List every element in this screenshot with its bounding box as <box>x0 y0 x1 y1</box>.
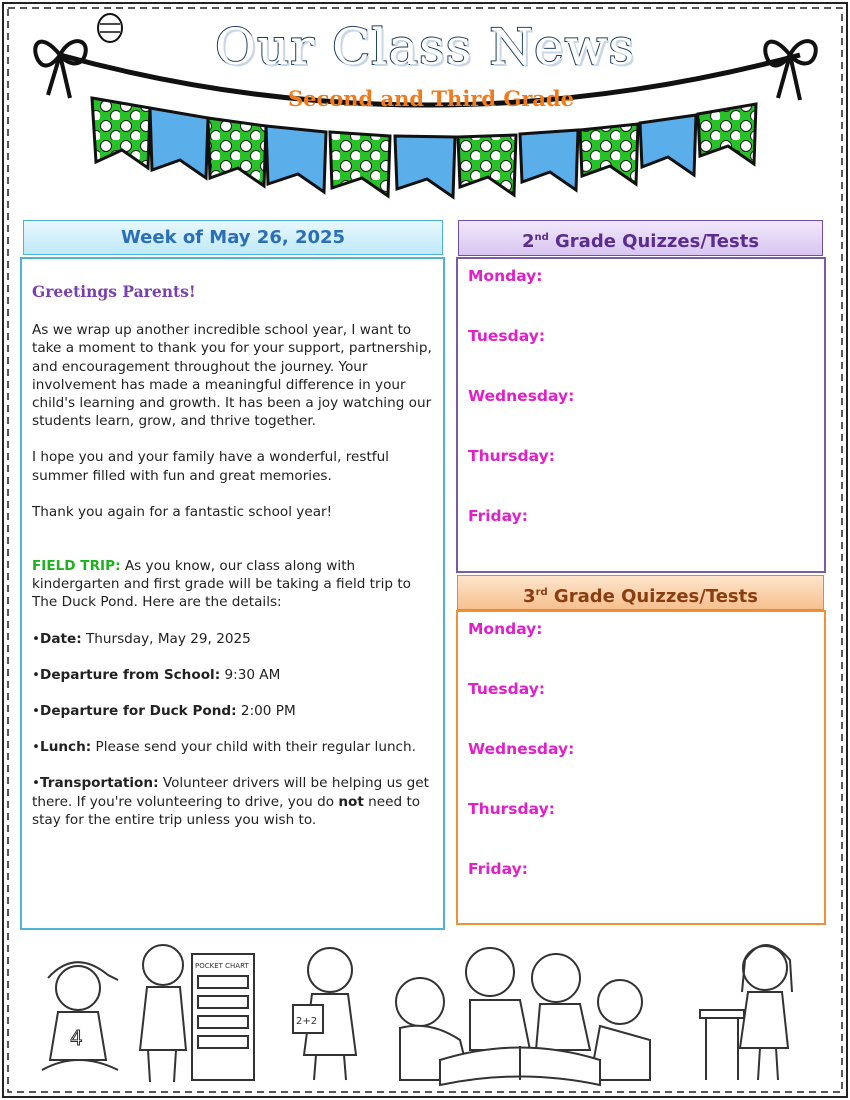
letter-paragraph-2: I hope you and your family have a wonderful, restful summer filled with fun and great memories. <box>32 449 389 484</box>
grade2-day-friday: Friday: <box>468 507 528 525</box>
svg-text:POCKET CHART: POCKET CHART <box>195 962 249 970</box>
grade3-day-friday: Friday: <box>468 860 528 878</box>
pocket-chart-icon <box>192 954 254 1080</box>
kid-standing-icon <box>140 945 186 1082</box>
field-trip-intro <box>32 557 433 612</box>
grade2-day-tuesday: Tuesday: <box>468 327 546 345</box>
detail-departure-school: •Departure from School: 9:30 AM <box>32 666 281 683</box>
children-illustration <box>0 930 850 1090</box>
svg-text:4: 4 <box>70 1026 83 1050</box>
grade2-tests-header: 2nd Grade Quizzes/Tests <box>458 220 823 256</box>
grade3-tests-box <box>456 610 826 925</box>
detail-date: •Date: Thursday, May 29, 2025 <box>32 630 251 647</box>
grade3-tests-header: 3rd Grade Quizzes/Tests <box>457 575 824 610</box>
detail-departure-pond: •Departure for Duck Pond: 2:00 PM <box>32 703 296 720</box>
greeting-heading: Greetings Parents! <box>32 282 196 301</box>
kids-reading-icon <box>396 948 650 1085</box>
girl-at-desk-icon <box>700 945 792 1080</box>
svg-text:2+2: 2+2 <box>296 1016 318 1027</box>
grade2-day-thursday: Thursday: <box>468 447 555 465</box>
grade2-day-monday: Monday: <box>468 267 543 285</box>
grade3-day-wednesday: Wednesday: <box>468 740 575 758</box>
grade3-day-tuesday: Tuesday: <box>468 680 546 698</box>
newsletter-subtitle: Second and Third Grade <box>287 86 575 111</box>
grade3-day-monday: Monday: <box>468 620 543 638</box>
kid-with-cap-icon <box>42 962 118 1070</box>
detail-transportation: •Transportation: Volunteer drivers will be helping us get there. If you're volunteering to drive, you do not need to stay for the entire trip unless you wish to. <box>32 775 429 828</box>
field-trip-text: As you know, our class along with kindergarten and first grade will be taking a field trip to The Duck Pond. Here are the details: <box>32 558 411 611</box>
newsletter-title: Our Class News <box>214 18 636 76</box>
grade2-day-wednesday: Wednesday: <box>468 387 575 405</box>
grade2-tests-box <box>456 257 826 573</box>
field-trip-label: FIELD TRIP: <box>32 558 121 575</box>
letter-paragraph-1: As we wrap up another incredible school year, I want to take a moment to thank you for your support, partnership, and encouragement throughout the journey. Your involvement has made a meaningful difference in your child's learning and growth. It has been a joy watching our students learn, grow, and thrive together. <box>32 322 432 430</box>
detail-lunch: •Lunch: Please send your child with their regular lunch. <box>32 739 416 756</box>
kid-holding-card-icon <box>293 948 356 1080</box>
letter-paragraph-3: Thank you again for a fantastic school year! <box>32 503 333 520</box>
grade3-day-thursday: Thursday: <box>468 800 555 818</box>
week-header: Week of May 26, 2025 <box>23 220 443 255</box>
parent-letter-box <box>20 257 445 930</box>
